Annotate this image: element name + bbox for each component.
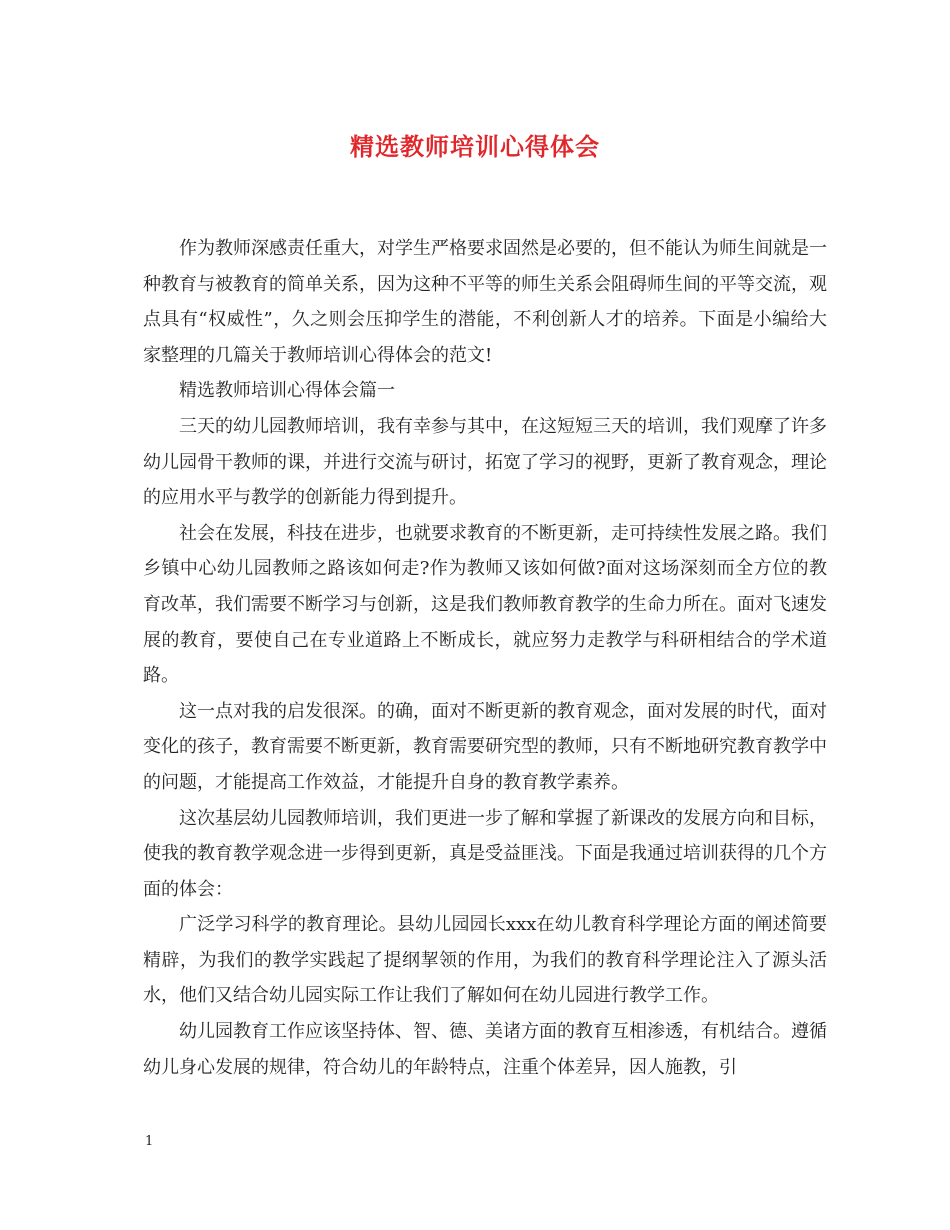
section-heading: 精选教师培训心得体会篇一 [179, 380, 395, 402]
paragraph: 三天的幼儿园教师培训，我有幸参与其中，在这短短三天的培训，我们观摩了许多幼儿园骨干教师的课，并进行交流与研讨，拓宽了学习的视野，更新了教育观念，理论的应用水平与教学的创新能力得到提升。 [143, 415, 827, 509]
paragraph: 这次基层幼儿园教师培训，我们更进一步了解和掌握了新课改的发展方向和目标，使我的教育教学观念进一步得到更新，真是受益匪浅。下面是我通过培训获得的几个方面的体会： [143, 807, 827, 900]
paragraph: 社会在发展，科技在进步，也就要求教育的不断更新，走可持续性发展之路。我们乡镇中心幼儿园教师之路该如何走?作为教师又该如何做?面对这场深刻而全方位的教育改革，我们需要不断学习与创新，这是我们教师教育教学的生命力所在。面对飞速发展的教育，要使自己在专业道路上不断成长，就应努力走教学与科研相结合的学术道路。 [143, 522, 827, 687]
paragraph: 广泛学习科学的教育理论。县幼儿园园长xxx在幼儿教育科学理论方面的阐述简要精辟，为我们的教学实践起了提纲挈领的作用，为我们的教育科学理论注入了源头活水，他们又结合幼儿园实际工作让我们了解如何在幼儿园进行教学工作。 [143, 914, 827, 1007]
document-title: 精选教师培训心得体会 [350, 132, 600, 161]
paragraph: 幼儿园教育工作应该坚持体、智、德、美诸方面的教育互相渗透，有机结合。遵循幼儿身心发展的规律，符合幼儿的年龄特点，注重个体差异，因人施教，引 [143, 1021, 827, 1078]
paragraph: 这一点对我的启发很深。的确，面对不断更新的教育观念，面对发展的时代，面对变化的孩子，教育需要不断更新，教育需要研究型的教师，只有不断地研究教育教学中的问题，才能提高工作效益，才能提升自身的教育教学素养。 [143, 700, 827, 793]
paragraph-intro: 作为教师深感责任重大，对学生严格要求固然是必要的，但不能认为师生间就是一种教育与被教育的简单关系，因为这种不平等的师生关系会阻碍师生间的平等交流，观点具有“权威性”，久之则会压抑学生的潜能，不利创新人才的培养。下面是小编给大家整理的几篇关于教师培训心得体会的范文! [143, 238, 827, 366]
document-body [143, 231, 827, 1085]
page-number: 1 [145, 1134, 154, 1149]
